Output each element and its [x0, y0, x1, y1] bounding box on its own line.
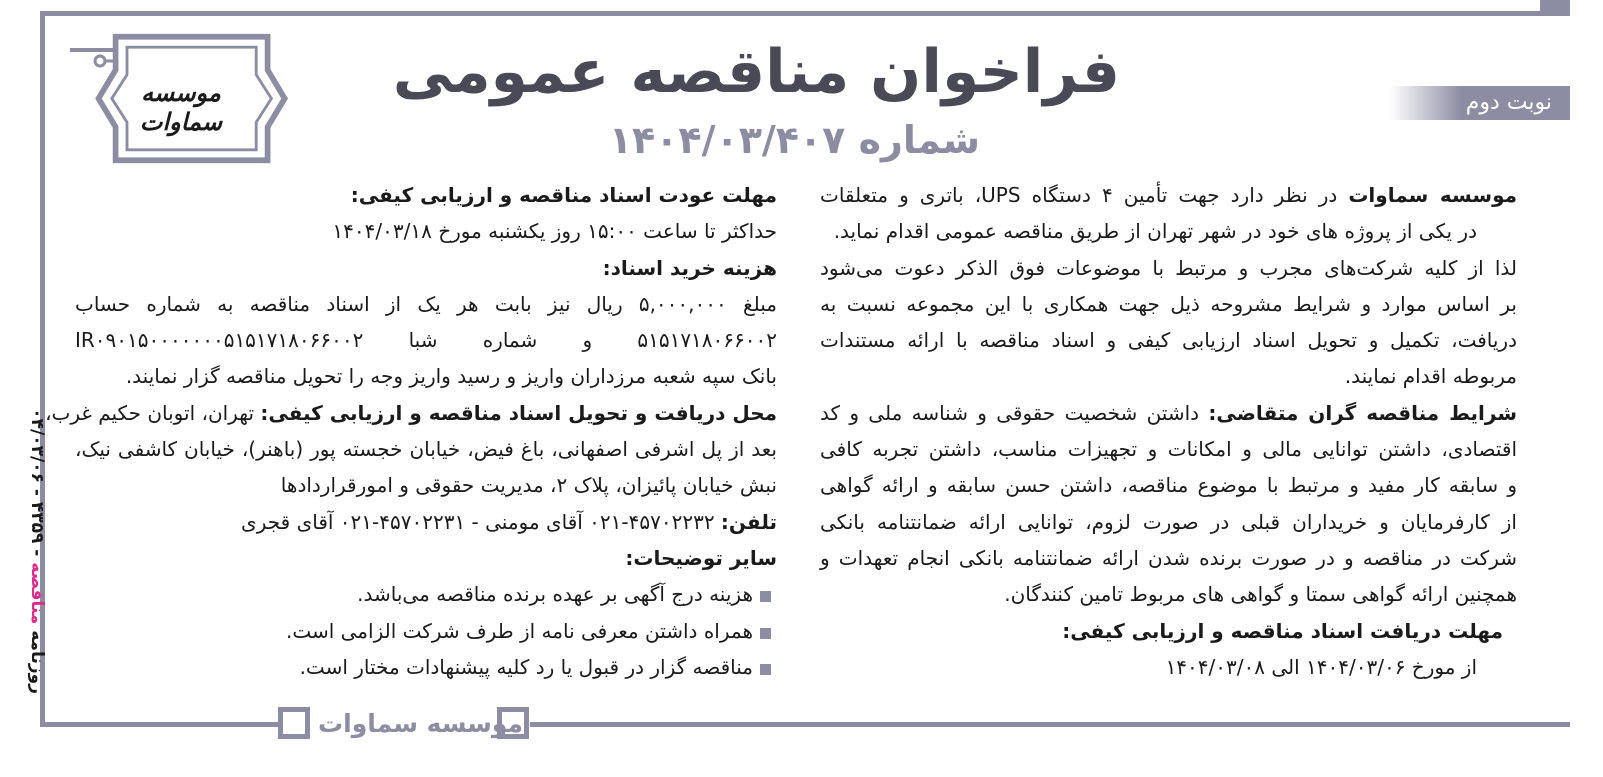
deadline-line: از مورخ ۱۴۰۴/۰۳/۰۶ الی ۱۴۰۴/۰۳/۰۸ — [1165, 654, 1477, 679]
turn-badge: نوبت دوم — [1390, 86, 1570, 120]
newspaper-name: مناقصه — [27, 562, 47, 625]
place-line: بعد از پل اشرفی اصفهانی، باغ فیض، خیابان خجسته پور (باهنر)، خیابان کاشفی نیک، — [75, 437, 777, 462]
newspaper-issue: - ۴۳۵۹ - ۰۴/۰۳/۰۶ — [27, 408, 47, 557]
conditions-line: شرکت در مناقصه و در صورت برنده شدن ارائه ضمانتنامه بانکی انجام تعهدات و — [820, 545, 1517, 570]
other-heading: سایر توضیحات: — [625, 545, 777, 570]
cost-line: ۵۱۵۱۷۱۸۰۶۶۰۰۲ و شماره شبا IR۰۹۰۱۵۰۰۰۰۰۰۰۵۱۵۱۷۱۸۰۶۶۰۰۲ — [75, 328, 777, 353]
frame-top-border — [40, 11, 1570, 16]
intro-line: دریافت، تکمیل و تحویل اسناد ارزیابی کیفی و اسناد مناقصه با ارائه مستندات — [820, 328, 1517, 353]
org-name: موسسه سماوات — [1348, 183, 1517, 207]
place-line: نبش خیابان پائیزان، پلاک ۲، مدیریت حقوقی و امورقراردادها — [280, 473, 777, 498]
intro-line: بر اساس موارد و شرایط مشروحه ذیل جهت همکاری با این مجموعه نسبت به — [820, 291, 1517, 316]
intro-line: موسسه سماوات در نظر دارد جهت تأمین ۴ دستگاه UPS، باتری و متعلقات — [820, 183, 1517, 207]
cost-line: مبلغ ۵,۰۰۰,۰۰۰ ریال نیز بابت هر یک از اسناد مناقصه به شماره حساب — [75, 291, 777, 316]
deadline-heading: مهلت دریافت اسناد مناقصه و ارزیابی کیفی: — [1062, 618, 1503, 643]
newspaper-caption — [27, 349, 47, 694]
conditions-line: از کارفرمایان و خریداران قبلی در صورت لزوم، توانایی ارائه ضمانتنامه بانکی — [820, 509, 1517, 534]
conditions-heading: شرایط مناقصه گران متقاضی: — [1208, 400, 1517, 425]
conditions-line: شرایط مناقصه گران متقاضی: داشتن شخصیت حقوقی و شناسه ملی و کد — [820, 400, 1517, 425]
cost-heading: هزینه خرید اسناد: — [602, 255, 777, 280]
footer-square-icon — [278, 707, 310, 739]
conditions-line: اقتصادی، داشتن توانایی مالی و امکانات و تجهیزات مناسب، داشتن تجربه کافی — [820, 437, 1517, 462]
place-line: محل دریافت و تحویل اسناد مناقصه و ارزیابی کیفی: تهران، اتوبان حکیم غرب، — [45, 400, 777, 425]
conditions-line: همچنین ارائه گواهی سمتا و گواهی های مربوط تامین کنندگان. — [1004, 582, 1517, 607]
right-column — [820, 177, 1517, 685]
phone-heading: تلفن: — [720, 509, 777, 534]
return-heading: مهلت عودت اسناد مناقصه و ارزیابی کیفی: — [350, 183, 777, 207]
frame-bottom-border-right — [530, 722, 1570, 727]
conditions-line: و سابقه کار مفید و مرتبط با موضوع مناقصه، داشتن حسن سابقه و ارائه گواهی — [820, 473, 1517, 498]
frame-bottom-border-left — [40, 722, 278, 727]
intro-line: در یکی از پروژه های خود در شهر تهران از طریق مناقصه عمومی اقدام نماید. — [833, 219, 1477, 244]
frame-corner — [1540, 0, 1570, 16]
intro-line: لذا از کلیه شرکت‌های مجرب و مرتبط با موضوعات فوق الذکر دعوت می‌شود — [820, 255, 1517, 280]
cost-line: بانک سپه شعبه مرزداران واریز و رسید واریز وجه را تحویل مناقصه گزار نمایند. — [125, 364, 777, 389]
place-heading: محل دریافت و تحویل اسناد مناقصه و ارزیابی کیفی: — [260, 400, 777, 425]
list-item: هزینه درج آگهی بر عهده برنده مناقصه می‌باشد. — [75, 576, 771, 612]
page-title: فراخوان مناقصه عمومی — [392, 37, 1120, 107]
phone-line: تلفن: ۴۵۷۰۲۲۳۲-۰۲۱ آقای مومنی - ۴۵۷۰۲۲۳۱-۰۲۱ آقای قجری — [241, 509, 777, 534]
footer-org-name: مؤسسه سماوات — [318, 709, 524, 738]
logo-text: موسسه سماوات — [139, 78, 223, 136]
newspaper-prefix: روزنامه — [27, 630, 47, 694]
left-column — [45, 177, 777, 685]
list-item: مناقصه گزار در قبول یا رد کلیه پیشنهادات مختار است. — [75, 649, 771, 685]
list-item: همراه داشتن معرفی نامه از طرف شرکت الزامی است. — [75, 613, 771, 649]
intro-line: مربوطه اقدام نمایند. — [1344, 364, 1517, 389]
tender-number: شماره ۱۴۰۴/۰۳/۴۰۷ — [608, 118, 980, 162]
return-line: حداکثر تا ساعت ۱۵:۰۰ روز یکشنبه مورخ ۱۴۰۴/۰۳/۱۸ — [332, 219, 777, 244]
